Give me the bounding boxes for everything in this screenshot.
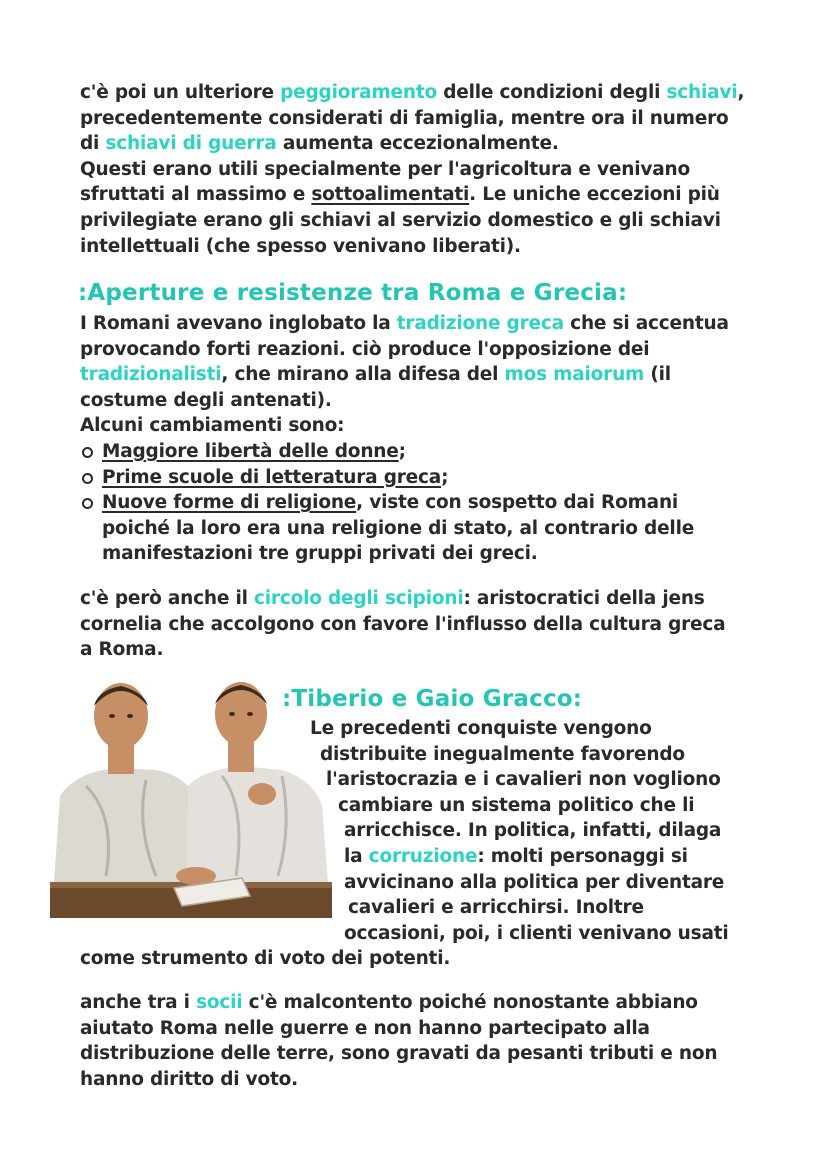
paragraph-gracchi: Le precedenti conquiste vengono distribuite inegualmente favorendo l'aristocrazia e i cavalieri non vogliono cambiare un sistema politico che li arricchisce. In politica, infatti, dilaga la corruzione: molti personaggi si avvicinano alla politica per diventare cavalieri e arricchirsi. Inoltre occasioni, poi, i clienti venivano usati come strumento di voto dei potenti.: [80, 718, 729, 970]
paragraph-scipioni: c'è però anche il circolo degli scipioni: aristocratici della jens cornelia che accolgono con favore l'influsso della cultura greca a Roma.: [80, 588, 726, 661]
highlight-tradizionalisti: tradizionalisti: [80, 364, 222, 386]
paragraph-slaves: c'è poi un ulteriore peggioramento delle condizioni degli schiavi, precedentemente considerati di famiglia, mentre ora il numero di schiavi di guerra aumenta eccezionalmente. Questi erano utili specialmente per l'agricoltura e venivano sfruttati al massimo e sottoalimentati. Le uniche eccezioni più privilegiate erano gli schiavi al servizio domestico e gli schiavi intellettuali (che spesso venivano liberati).: [80, 82, 745, 257]
highlight-corruzione: corruzione: [368, 845, 478, 867]
paragraph-tradizione-greca: I Romani avevano inglobato la tradizione greca che si accentua provocando forti reazioni. ciò produce l'opposizione dei tradizionalisti, che mirano alla difesa del mos maiorum (il costume degli antenati). Alcuni cambiamenti sono:: [80, 313, 729, 437]
list-item: Prime scuole di letteratura greca;: [80, 465, 760, 491]
heading-aperture-resistenze: :Aperture e resistenze tra Roma e Grecia:: [78, 280, 628, 306]
changes-list: [80, 439, 760, 567]
highlight-schiavi-di-guerra: schiavi di guerra: [105, 133, 277, 155]
bullet-circle-icon: [82, 447, 93, 458]
bullet-circle-icon: [82, 473, 93, 484]
underline-sottoalimentati: sottoalimentati: [311, 184, 470, 206]
highlight-peggioramento: peggioramento: [280, 82, 438, 103]
highlight-schiavi: schiavi: [666, 82, 738, 103]
highlight-socii: socii: [196, 992, 243, 1013]
highlight-circolo-scipioni: circolo degli scipioni: [253, 588, 464, 609]
list-item: Nuove forme di religione, viste con sospetto dai Romani poiché la loro era una religione di stato, al contrario delle manifestazioni tre gruppi privati dei greci.: [80, 490, 760, 567]
highlight-tradizione-greca: tradizione greca: [396, 313, 564, 334]
paragraph-socii: anche tra i socii c'è malcontento poiché nonostante abbiano aiutato Roma nelle guerre e non hanno partecipato alla distribuzione delle terre, sono gravati da pesanti tributi e non hanno diritto di voto.: [80, 992, 718, 1090]
bullet-circle-icon: [82, 498, 93, 509]
list-item: Maggiore libertà delle donne;: [80, 439, 760, 465]
highlight-mos-maiorum: mos maiorum: [504, 364, 645, 386]
heading-tiberio-gaio-gracco: :Tiberio e Gaio Gracco:: [282, 686, 583, 712]
